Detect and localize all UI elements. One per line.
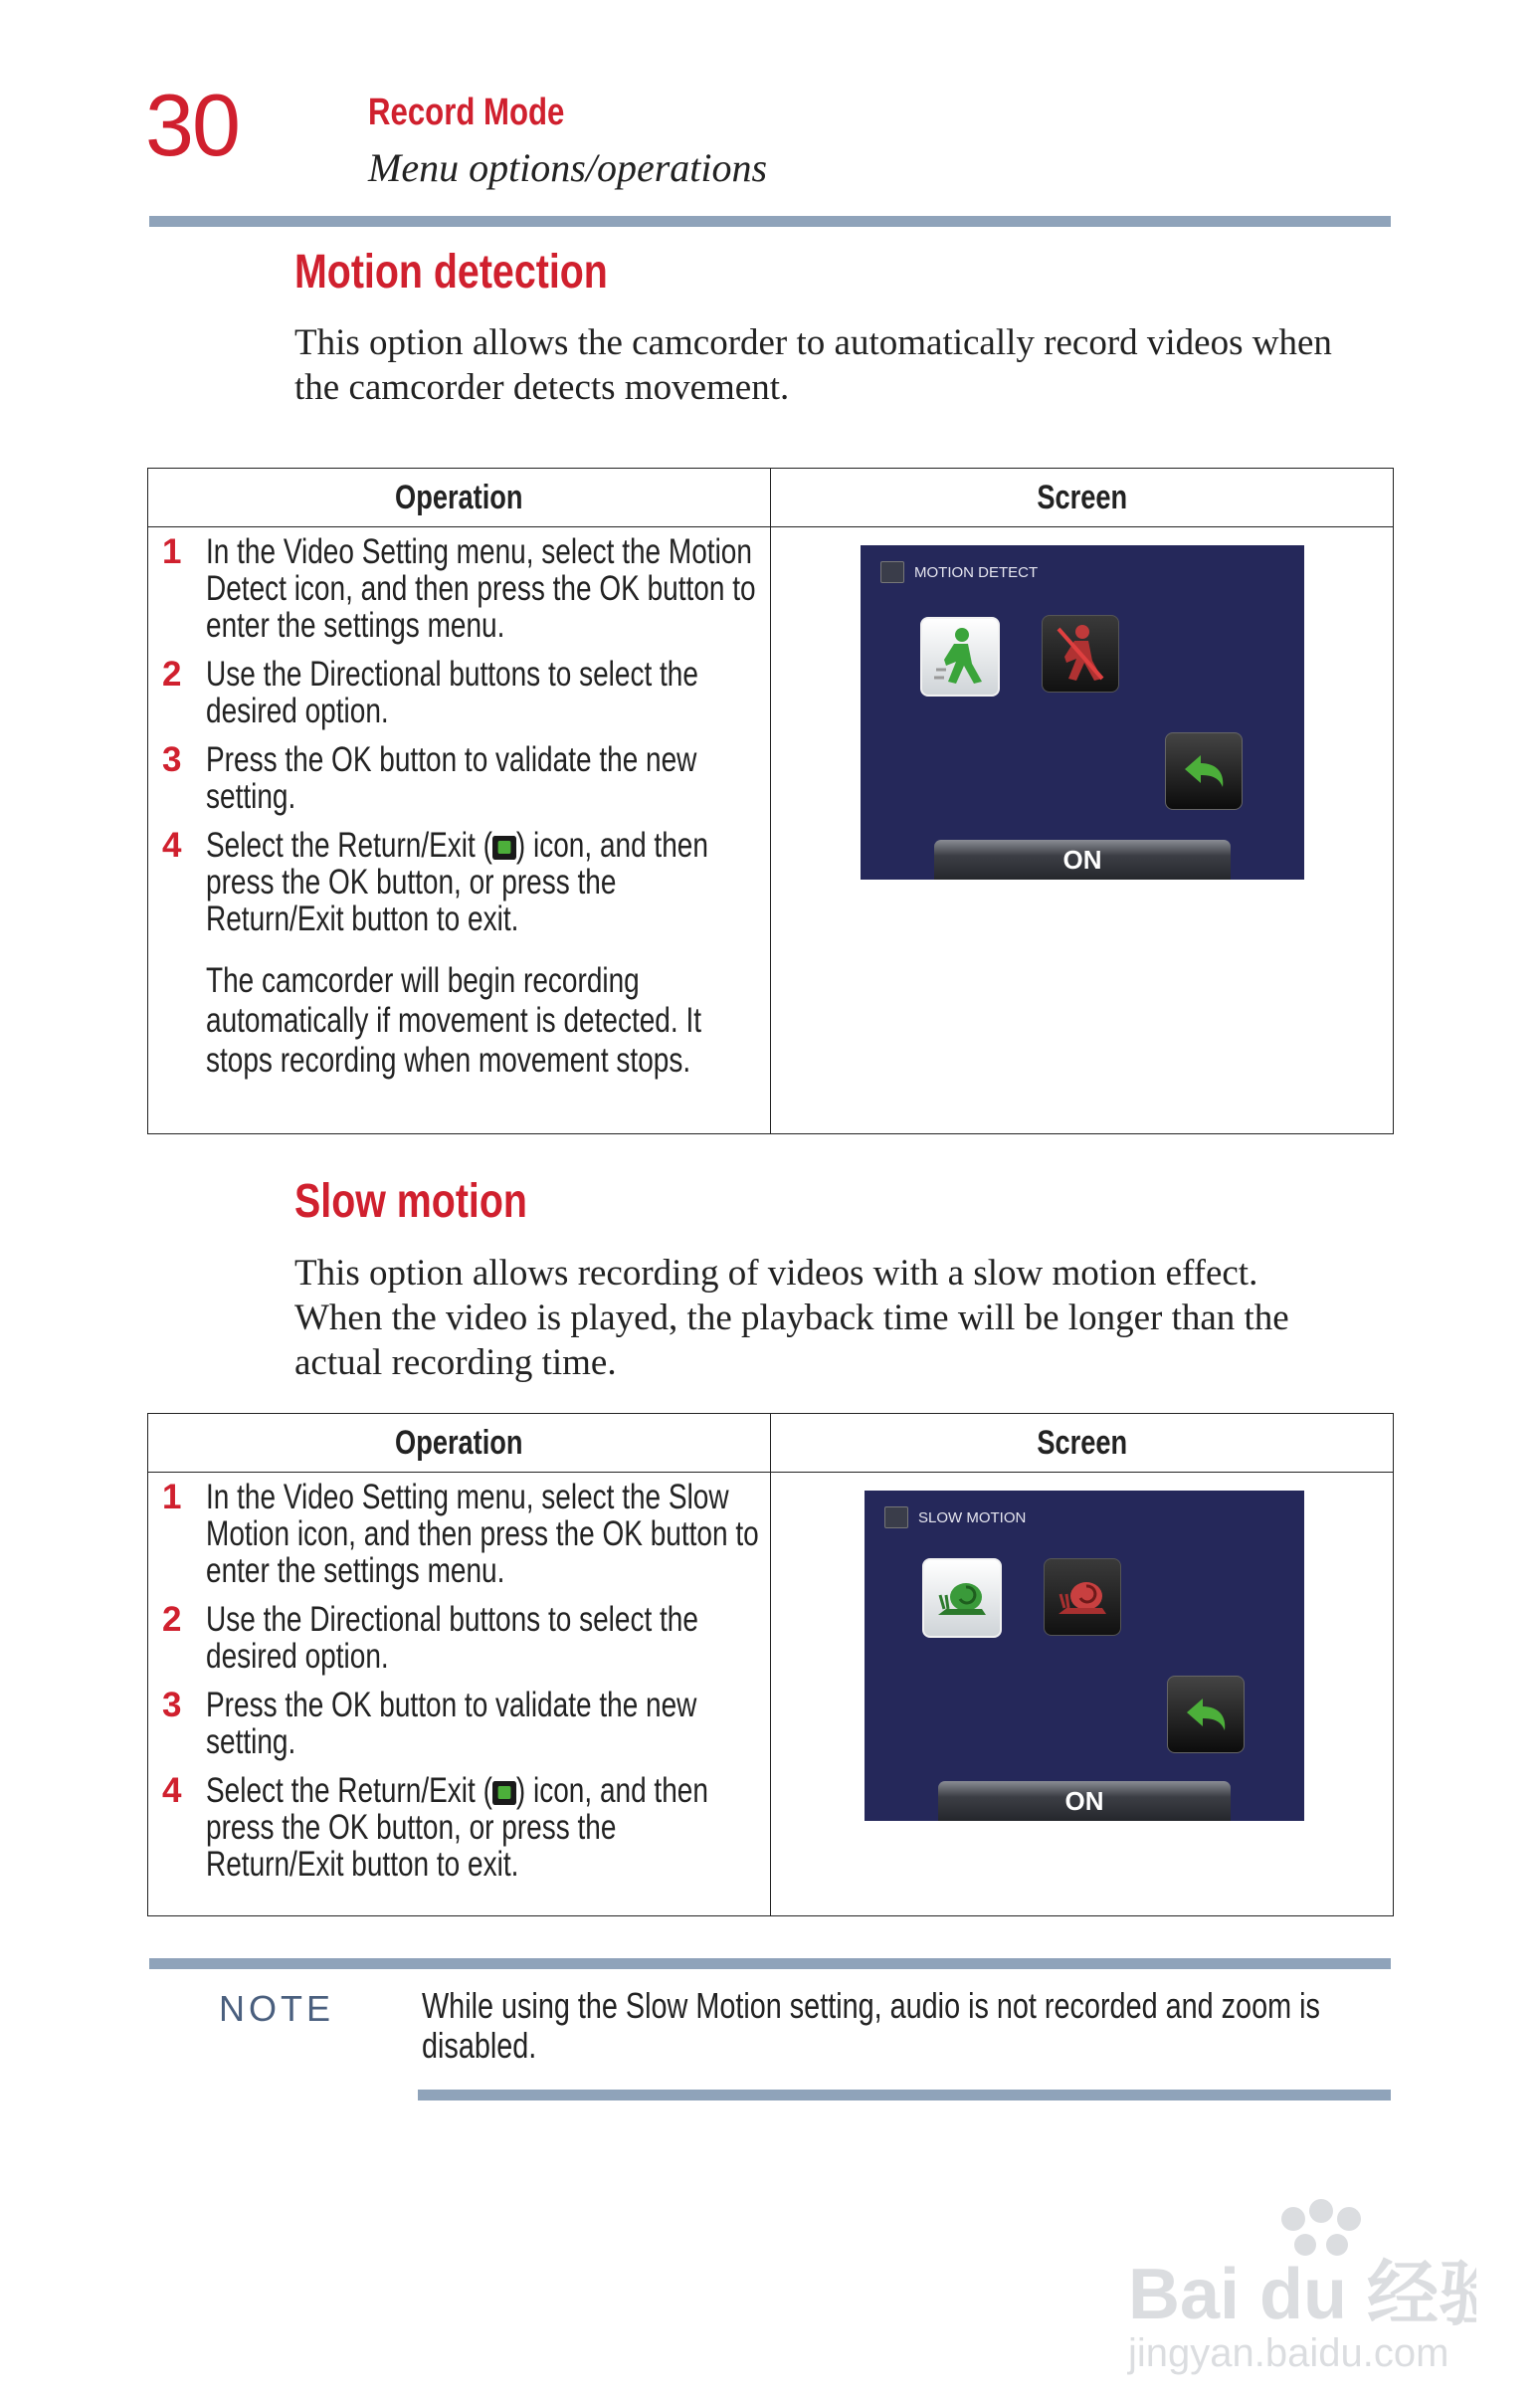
- slow-return-icon[interactable]: [1167, 1676, 1245, 1753]
- motion-step-2: 2 Use the Directional buttons to select the desired option.: [162, 655, 698, 730]
- slow-screen-cell: [771, 1473, 1394, 1916]
- watermark-url: jingyan.baidu.com: [1128, 2331, 1449, 2375]
- motion-screen-cell: [771, 527, 1394, 1134]
- motion-screen-title: MOTION DETECT: [914, 563, 1039, 581]
- motion-steps-cell: [148, 527, 771, 1134]
- return-exit-icon: [492, 1781, 516, 1805]
- motion-follow-text: The camcorder will begin recording automatically if movement is detected. It stops recording when movement stops.: [206, 961, 701, 1080]
- slow-step-4: 4 Select the Return/Exit ( ) icon, and then press the OK button, or press the Return/Exit button to exit.: [162, 1771, 708, 1884]
- slow-step-2: 2 Use the Directional buttons to select the desired option.: [162, 1600, 698, 1676]
- header-rule: [149, 216, 1391, 227]
- motion-section-title: Motion detection: [294, 246, 608, 299]
- baidu-watermark: [1118, 2189, 1476, 2378]
- slow-col-operation: Operation: [148, 1414, 771, 1473]
- chapter-title: Record Mode: [368, 92, 565, 133]
- subchapter-title: Menu options/operations: [368, 145, 768, 190]
- slow-motion-menu-icon: [884, 1506, 908, 1528]
- watermark-brand: Bai du 经验: [1128, 2255, 1476, 2334]
- motion-return-icon[interactable]: [1165, 732, 1243, 810]
- motion-off-option-icon[interactable]: [1042, 615, 1119, 693]
- motion-step-4: 4 Select the Return/Exit ( ) icon, and then press the OK button, or press the Return/Exit button to exit.: [162, 826, 708, 938]
- slow-step-3: 3 Press the OK button to validate the new setting.: [162, 1686, 697, 1761]
- slow-steps-cell: [148, 1473, 771, 1916]
- motion-step-1: 1 In the Video Setting menu, select the Motion Detect icon, and then press the OK button to enter the settings menu.: [162, 532, 756, 645]
- note-text: While using the Slow Motion setting, audio is not recorded and zoom is disabled.: [422, 1985, 1320, 2066]
- note-bottom-rule: [418, 2090, 1391, 2100]
- slow-intro: This option allows recording of videos with a slow motion effect. When the video is played, the playback time will be longer than the actual recording time.: [294, 1253, 1289, 1383]
- return-exit-icon: [492, 836, 516, 860]
- slow-section-title: Slow motion: [294, 1175, 527, 1228]
- slow-off-option-icon[interactable]: [1044, 1558, 1121, 1636]
- motion-intro: This option allows the camcorder to automatically record videos when the camcorder detects movement.: [294, 322, 1332, 408]
- motion-on-button[interactable]: ON: [934, 840, 1231, 880]
- motion-detect-screen: [861, 545, 1304, 880]
- slow-step-1: 1 In the Video Setting menu, select the Slow Motion icon, and then press the OK button to enter the settings menu.: [162, 1478, 759, 1590]
- note-top-rule: [149, 1958, 1391, 1969]
- motion-step-3: 3 Press the OK button to validate the new setting.: [162, 740, 697, 816]
- note-label: NOTE: [219, 1988, 335, 2029]
- motion-on-option-icon[interactable]: [920, 617, 1000, 697]
- slow-motion-screen: [865, 1491, 1304, 1821]
- slow-screen-title: SLOW MOTION: [918, 1508, 1027, 1526]
- slow-col-screen: Screen: [771, 1414, 1394, 1473]
- motion-col-screen: Screen: [771, 469, 1394, 527]
- slow-on-option-icon[interactable]: [922, 1558, 1002, 1638]
- motion-col-operation: Operation: [148, 469, 771, 527]
- page-number: 30: [145, 76, 239, 174]
- motion-detect-menu-icon: [880, 561, 904, 583]
- slow-operation-table: [147, 1413, 1394, 1916]
- motion-operation-table: [147, 468, 1394, 1134]
- slow-on-button[interactable]: ON: [938, 1781, 1231, 1821]
